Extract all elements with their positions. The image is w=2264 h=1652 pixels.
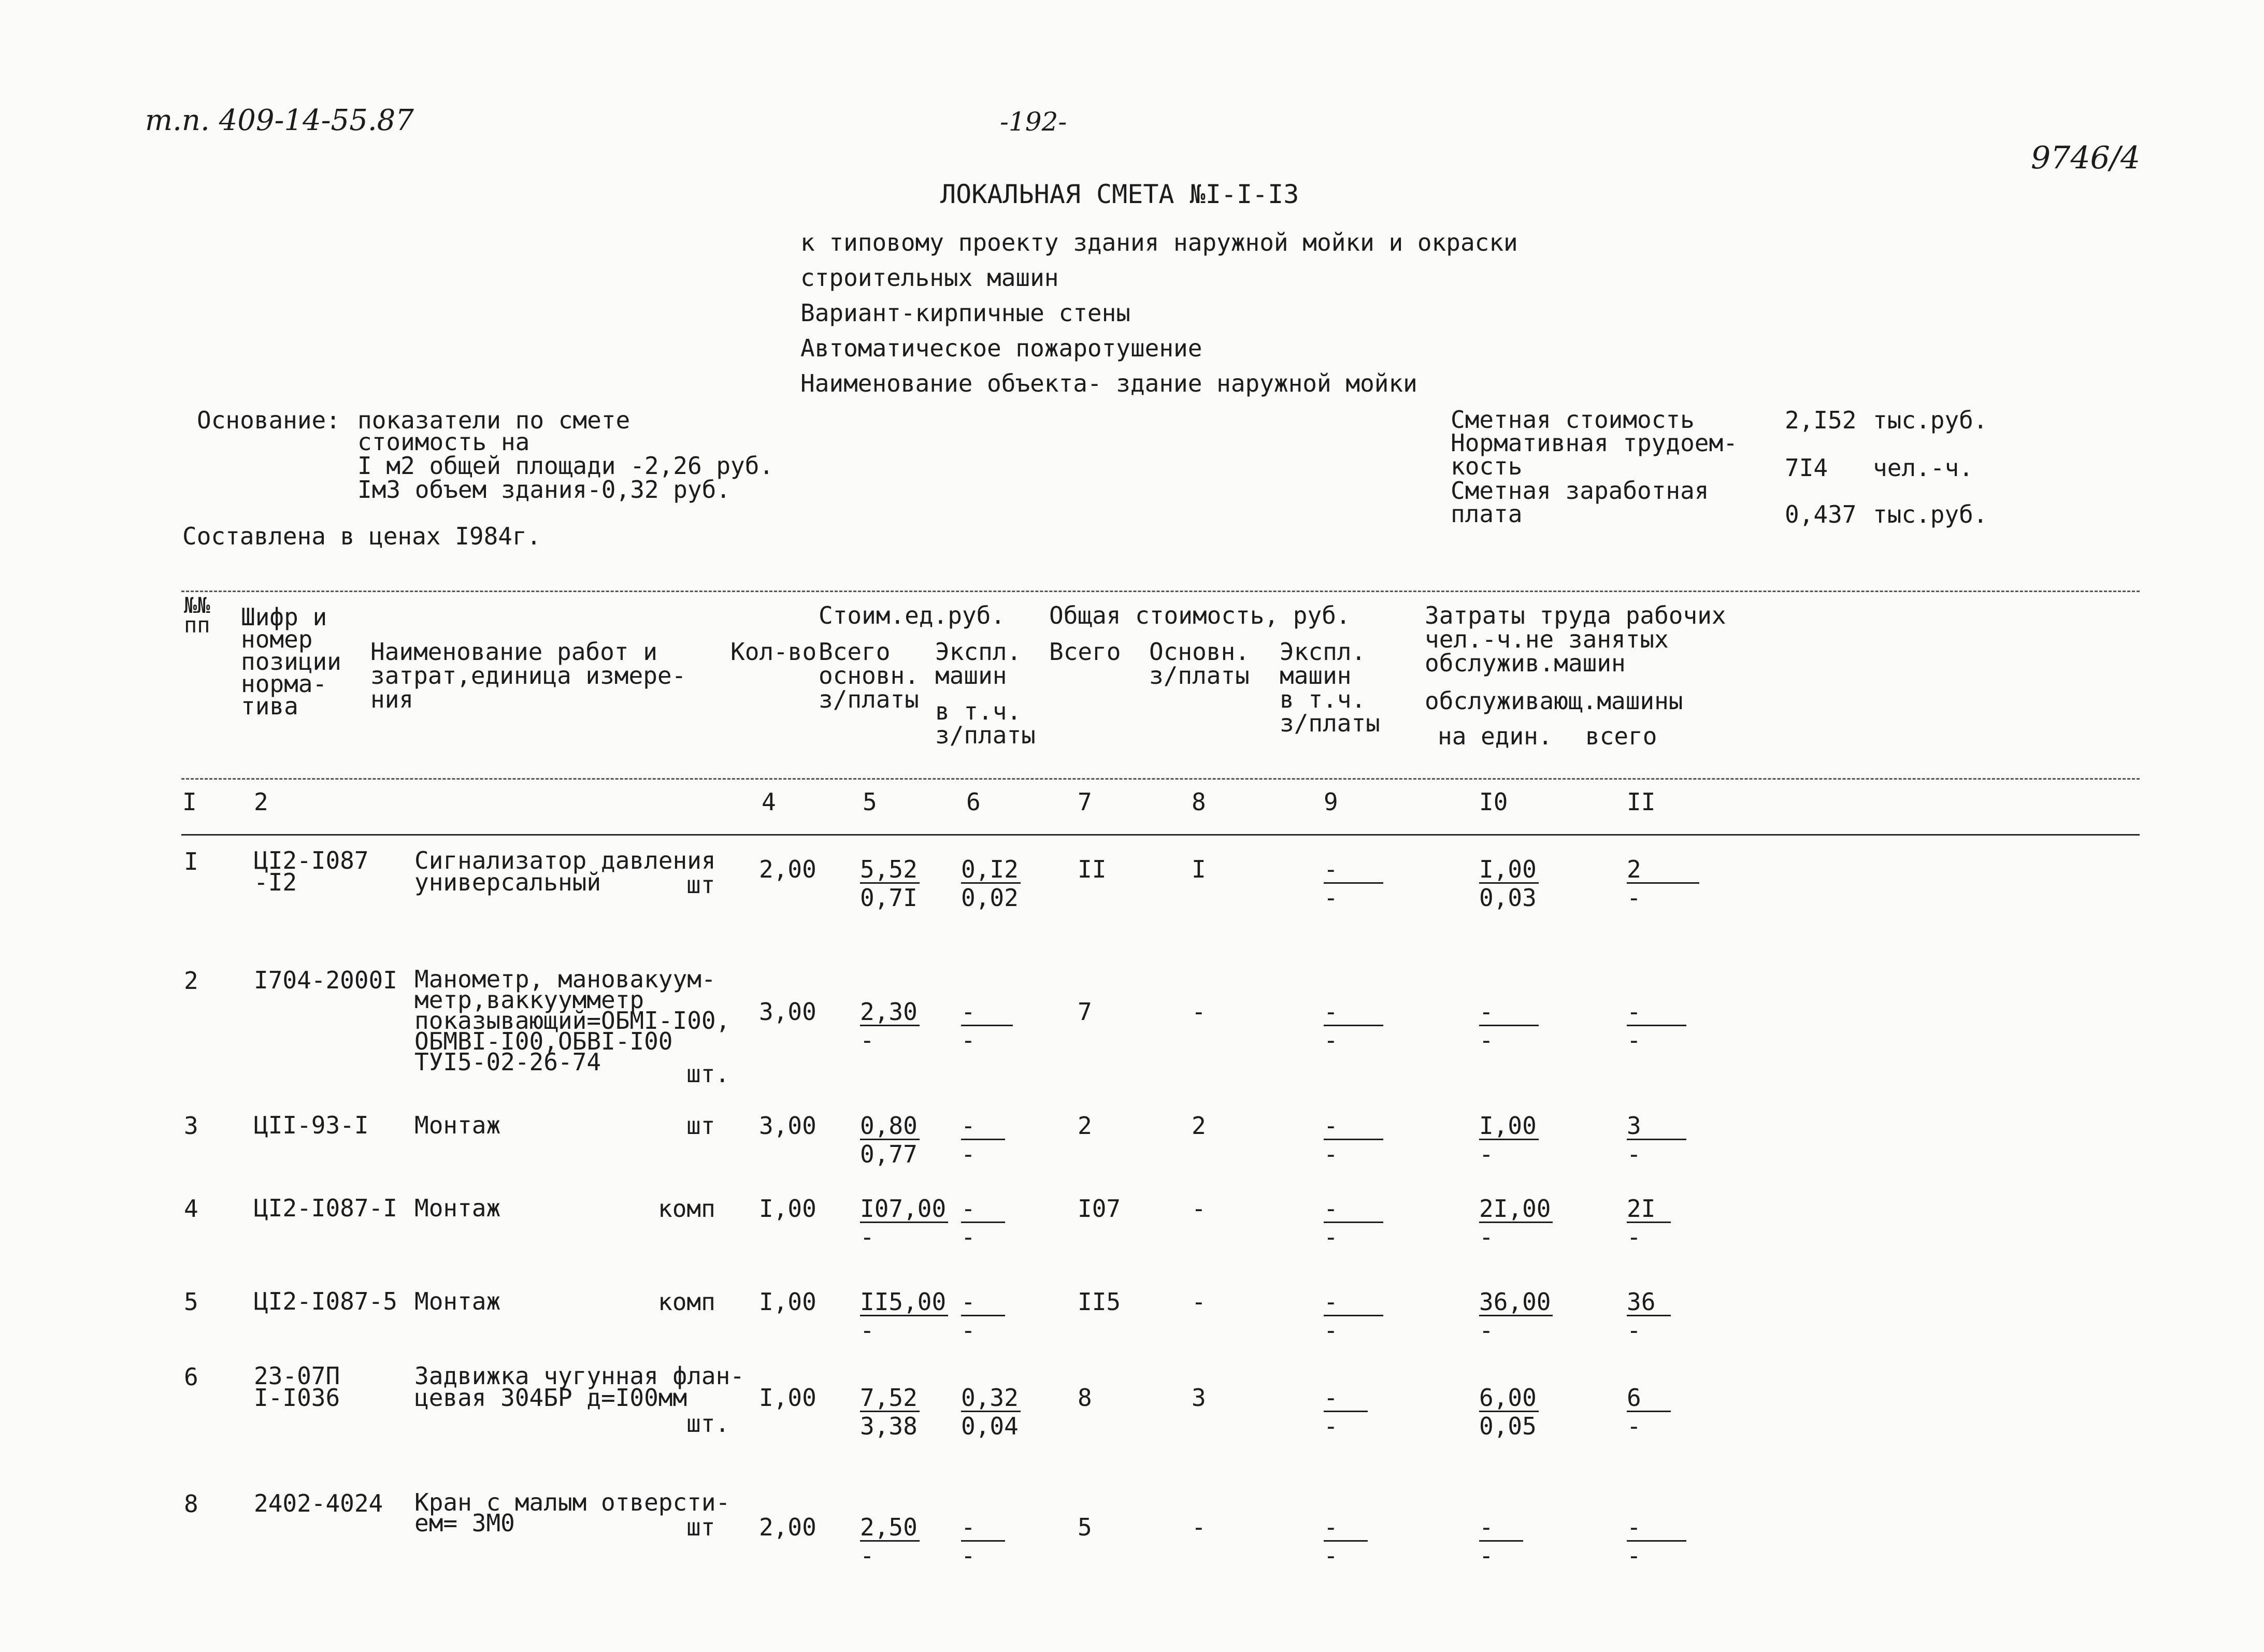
col-header-unit-mach-wage: в т.ч. з/платы — [935, 697, 1036, 749]
row-unit-mach: - - — [961, 1000, 1013, 1052]
row-qty: 3,00 — [759, 1112, 816, 1140]
summary-unit-wage: тыс.руб. — [1873, 500, 1988, 528]
row-code: ЦI2-I087 -I2 — [254, 846, 369, 896]
row-labor-per-unit: - - — [1479, 1515, 1523, 1568]
row-labor-total: 2I - — [1627, 1197, 1671, 1249]
col-header-unit-total: Всего основн. з/платы — [819, 638, 919, 713]
col-number: 9 — [1324, 788, 1338, 816]
row-unit-mach: - - — [961, 1515, 1005, 1568]
row-total-wage: I — [1192, 855, 1206, 883]
row-unit: комп — [658, 1288, 715, 1316]
row-total: 7 — [1078, 998, 1092, 1026]
row-labor-per-unit: 2I,00 - — [1479, 1197, 1553, 1249]
row-unit: комп — [658, 1195, 715, 1223]
col-number: 2 — [254, 788, 268, 816]
row-total-wage: - — [1192, 1513, 1206, 1541]
subtitle-line: к типовому проекту здания наружной мойки и окраски — [800, 228, 1518, 256]
col-number: 6 — [966, 788, 981, 816]
col-header-total-all: Всего — [1049, 638, 1121, 666]
row-unit-cost: II5,00 - — [860, 1290, 948, 1342]
summary-value-wage: 0,437 — [1785, 500, 1857, 528]
row-qty: 3,00 — [759, 998, 816, 1026]
basis-line: стоимость на — [357, 428, 530, 456]
row-unit-cost: $\frac{0,80}{0,77}$ — [860, 1114, 920, 1166]
row-total: II — [1078, 855, 1107, 883]
row-qty: I,00 — [759, 1384, 816, 1412]
row-total-wage: 2 — [1192, 1112, 1206, 1140]
col-header-total-mach: Экспл. машин в т.ч. з/платы — [1280, 638, 1380, 737]
col-number: 8 — [1192, 788, 1206, 816]
row-total: 8 — [1078, 1384, 1092, 1412]
subtitle-line: Автоматическое пожаротушение — [800, 334, 1202, 362]
row-name: Сигнализатор давления универсальный — [414, 846, 716, 896]
row-name: Задвижка чугунная флан- цевая 304БР д=I00мм — [414, 1362, 744, 1412]
col-number: I0 — [1479, 788, 1508, 816]
row-labor-per-unit: I,00 - — [1479, 1114, 1539, 1166]
row-unit-mach: - - — [961, 1197, 1005, 1249]
row-unit: шт — [686, 1112, 715, 1140]
row-total-wage: - — [1192, 1195, 1206, 1223]
row-name: Монтаж — [414, 1287, 501, 1315]
col-header-unit-mach: Экспл. машин — [935, 638, 1022, 689]
row-number: 6 — [184, 1363, 198, 1391]
row-unit-cost: 2,50 - — [860, 1515, 920, 1568]
archive-stamp: 9746/4 — [2031, 140, 2141, 176]
col-header-labor-mach: обслуживающ.машины — [1425, 687, 1683, 715]
col-number: II — [1627, 788, 1656, 816]
col-number: 4 — [762, 788, 776, 816]
row-name: Манометр, мановакуум- метр,ваккуумметр показывающий=ОБМI-I00, ОБМВI-I00,ОБВI-I00 ТУI5-02-26-74 — [414, 965, 730, 1076]
col-header-code: Шифр и номер позиции норма- тива — [241, 603, 341, 720]
row-qty: I,00 — [759, 1288, 816, 1316]
col-number: 7 — [1078, 788, 1092, 816]
row-total-mach: - - — [1324, 857, 1383, 910]
col-header-labor-per-unit: на един. — [1438, 722, 1553, 750]
row-code: 23-07П I-I036 — [254, 1362, 340, 1412]
row-labor-per-unit: $\frac{I,00}{0,03}$ — [1479, 857, 1539, 910]
header-bottom-rule — [181, 778, 2140, 780]
row-qty: 2,00 — [759, 855, 816, 883]
summary-label-wage: Сметная заработная плата — [1451, 477, 1709, 528]
row-total-mach: - - — [1324, 1290, 1383, 1342]
row-labor-total: 6 - — [1627, 1386, 1671, 1438]
row-labor-total: - - — [1627, 1000, 1686, 1052]
row-code: ЦI2-I087-5 — [254, 1287, 397, 1315]
row-total: I07 — [1078, 1195, 1121, 1223]
row-total-wage: 3 — [1192, 1384, 1206, 1412]
row-name: Монтаж — [414, 1194, 501, 1222]
row-labor-per-unit: 36,00 - — [1479, 1290, 1553, 1342]
row-unit: шт — [686, 1513, 715, 1541]
page-title: ЛОКАЛЬНАЯ СМЕТА №I-I-I3 — [940, 179, 1299, 209]
row-total-mach: - - — [1324, 1114, 1383, 1166]
row-labor-per-unit: - - — [1479, 1000, 1539, 1052]
row-number: I — [184, 847, 198, 875]
row-unit-cost: $\frac{7,52}{3,38}$ — [860, 1386, 920, 1438]
col-header-total-wage: Основн. з/платы — [1149, 638, 1250, 689]
col-header-labor: Затраты труда рабочих чел.-ч.не занятых обслужив.машин — [1425, 601, 1726, 677]
summary-label-labor: Нормативная трудоем- кость — [1451, 429, 1738, 480]
col-header-qty: Кол-во — [730, 638, 817, 666]
row-unit-mach: $\frac{0,I2}{0,02}$ — [961, 857, 1021, 910]
row-unit: шт. — [686, 1060, 730, 1088]
subtitle-line: строительных машин — [800, 264, 1059, 292]
row-unit-mach: $\frac{0,32}{0,04}$ — [961, 1386, 1021, 1438]
col-header-name: Наименование работ и затрат,единица измере- ния — [370, 638, 686, 713]
row-total-wage: - — [1192, 998, 1206, 1026]
row-total-mach: - - — [1324, 1197, 1383, 1249]
row-code: ЦI2-I087-I — [254, 1194, 397, 1222]
col-number: 5 — [863, 788, 877, 816]
basis-label: Основание: — [197, 406, 340, 434]
row-labor-total: 36 - — [1627, 1290, 1671, 1342]
col-header-total-cost: Общая стоимость, руб. — [1049, 601, 1351, 629]
row-total-mach: - - — [1324, 1000, 1383, 1052]
row-unit-mach: - - — [961, 1114, 1005, 1166]
basis-line: I м2 общей площади -2,26 руб. — [357, 452, 774, 480]
row-number: 5 — [184, 1288, 198, 1316]
subtitle-line: Наименование объекта- здание наружной мойки — [800, 369, 1417, 397]
row-total: 2 — [1078, 1112, 1092, 1140]
row-number: 2 — [184, 967, 198, 995]
price-basis-note: Составлена в ценах I984г. — [182, 522, 541, 550]
col-header-num: №№ пп — [184, 593, 210, 638]
col-header-unit-cost: Стоим.ед.руб. — [819, 601, 1006, 629]
row-unit-cost: $\frac{5,52}{0,7I}$ — [860, 857, 920, 910]
row-code: I704-2000I — [254, 966, 397, 994]
row-code: ЦII-93-I — [254, 1111, 369, 1139]
row-code: 2402-4024 — [254, 1489, 383, 1517]
col-number: I — [182, 788, 197, 816]
row-number: 8 — [184, 1490, 198, 1518]
summary-unit-cost: тыс.руб. — [1873, 406, 1988, 434]
row-labor-per-unit: $\frac{6,00}{0,05}$ — [1479, 1386, 1539, 1438]
row-total: 5 — [1078, 1513, 1092, 1541]
row-qty: I,00 — [759, 1195, 816, 1223]
row-unit: шт. — [686, 1410, 730, 1438]
basis-line: показатели по смете — [357, 406, 631, 434]
summary-value-cost: 2,I52 — [1785, 406, 1857, 434]
page-number: -192- — [1000, 107, 1067, 137]
row-labor-total: 3 - — [1627, 1114, 1686, 1166]
row-total: II5 — [1078, 1288, 1121, 1316]
row-unit-cost: I07,00 - — [860, 1197, 948, 1249]
subtitle-line: Вариант-кирпичные стены — [800, 299, 1130, 327]
row-labor-total: - - — [1627, 1515, 1686, 1568]
row-qty: 2,00 — [759, 1513, 816, 1541]
row-unit: шт — [686, 871, 715, 899]
row-total-mach: - - — [1324, 1515, 1368, 1568]
row-unit-mach: - - — [961, 1290, 1005, 1342]
summary-unit-labor: чел.-ч. — [1873, 454, 1973, 482]
summary-label-cost: Сметная стоимость — [1451, 406, 1695, 434]
column-number-rule — [181, 834, 2140, 836]
row-name: Монтаж — [414, 1111, 501, 1139]
document-number: т.п. 409-14-55.87 — [145, 104, 414, 137]
row-unit-cost: 2,30 - — [860, 1000, 920, 1052]
col-header-labor-total: всего — [1585, 722, 1657, 750]
table-top-rule — [181, 591, 2140, 592]
row-number: 4 — [184, 1195, 198, 1223]
row-labor-total: 2 - — [1627, 857, 1699, 910]
row-total-wage: - — [1192, 1288, 1206, 1316]
row-name: Кран с малым отверсти- ем= 3М0 — [414, 1488, 730, 1537]
basis-line: Iм3 объем здания-0,32 руб. — [357, 476, 731, 504]
row-number: 3 — [184, 1112, 198, 1140]
summary-value-labor: 7I4 — [1785, 454, 1828, 482]
row-total-mach: - - — [1324, 1386, 1368, 1438]
